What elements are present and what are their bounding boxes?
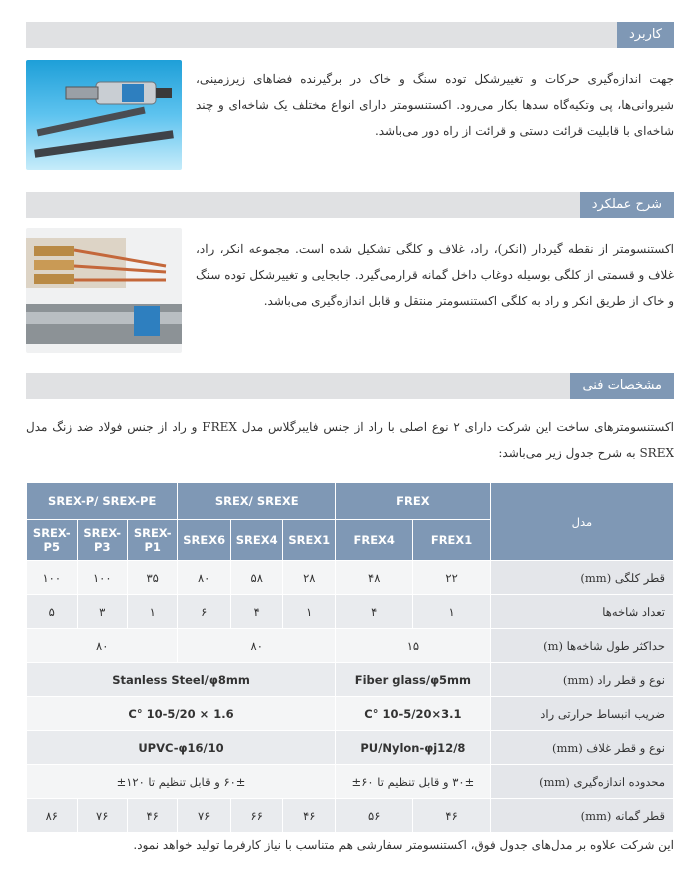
table-row — [27, 595, 674, 629]
table-cell: ۵۸ — [230, 561, 283, 595]
group-header-srexp: SREX-P/ SREX-PE — [27, 483, 178, 520]
table-cell: UPVC-φ16/10 — [27, 731, 336, 765]
model-srex1: SREX1 — [283, 520, 336, 561]
group-header-srex: SREX/ SREXE — [178, 483, 336, 520]
table-cell: ۵۶ — [336, 799, 413, 833]
model-srex6: SREX6 — [178, 520, 231, 561]
table-cell: ۲۲ — [413, 561, 490, 595]
table-cell: 1.6 × 10-5/20 °C — [27, 697, 336, 731]
model-frex4: FREX4 — [336, 520, 413, 561]
model-srexp1: SREX-P1 — [127, 520, 177, 561]
table-cell: ۱۰۰ — [27, 561, 78, 595]
table-cell: ۸۰ — [178, 629, 336, 663]
group-header-frex: FREX — [336, 483, 491, 520]
row-label: نوع و قطر راد (mm) — [490, 663, 673, 697]
extensometer-product-image — [26, 60, 182, 170]
model-srexp3: SREX-P3 — [77, 520, 127, 561]
model-header: مدل — [490, 483, 673, 561]
extensometer-anchor-image — [26, 228, 182, 353]
table-row — [27, 561, 674, 595]
section-title-usage: کاربرد — [617, 22, 674, 48]
row-label: قطر گمانه (mm) — [490, 799, 673, 833]
row-label: حداکثر طول شاخه‌ها (m) — [490, 629, 673, 663]
row-label: قطر کلگی (mm) — [490, 561, 673, 595]
section-title-specs: مشخصات فنی — [570, 373, 674, 399]
table-cell: ۱ — [413, 595, 490, 629]
row-label: محدوده اندازه‌گیری (mm) — [490, 765, 673, 799]
table-cell: Fiber glass/φ5mm — [336, 663, 491, 697]
usage-paragraph: جهت اندازه‌گیری حرکات و تغییرشکل توده سنگ و خاک در برگیرنده فضاهای زیرزمینی، شیروانی‌ها، پی وتکیه‌گاه سدها بکار می‌رود. اکستنسومتر دارای انواع مختلف یک شاخه‌ای و چند شاخه‌ای با قابلیت قرائت دستی و قرائت از راه دور می‌باشد. — [196, 72, 674, 138]
table-cell: ۴ — [230, 595, 283, 629]
table-cell: ۴ — [336, 595, 413, 629]
table-row — [27, 663, 674, 697]
section-header-specs — [26, 373, 674, 399]
model-frex1: FREX1 — [413, 520, 490, 561]
operation-paragraph: اکستنسومتر از نقطه گیردار (انکر)، راد، غلاف و کلگی تشکیل شده است. مجموعه انکر، راد، غلاف و قسمتی از کلگی بوسیله دوغاب داخل گمانه قرارمی‌گیرد. جابجایی و تغییرشکل توده سنگ و خاک از طریق انکر و راد به کلگی اکستنسومتر منتقل و قابل اندازه‌گیری می‌باشد. — [196, 242, 674, 308]
table-cell: ۶۰± و قابل تنظیم تا ۱۲۰± — [27, 765, 336, 799]
table-cell: ۲۸ — [283, 561, 336, 595]
table-row — [27, 697, 674, 731]
table-row — [27, 799, 674, 833]
section-header-operation — [26, 192, 674, 218]
table-cell: ۸۶ — [27, 799, 78, 833]
table-cell: ۸۰ — [178, 561, 231, 595]
table-cell: ۴۸ — [336, 561, 413, 595]
table-cell: ۳۵ — [127, 561, 177, 595]
table-cell: ۶۶ — [230, 799, 283, 833]
table-cell: PU/Nylon-φj12/8 — [336, 731, 491, 765]
table-cell: ۳۰± و قابل تنظیم تا ۶۰± — [336, 765, 491, 799]
model-srexp5: SREX-P5 — [27, 520, 78, 561]
table-cell: ۷۶ — [178, 799, 231, 833]
row-label: ضریب انبساط حرارتی راد — [490, 697, 673, 731]
table-cell: ۱ — [283, 595, 336, 629]
specs-table — [26, 482, 674, 833]
table-cell: ۸۰ — [27, 629, 178, 663]
table-cell: ۶ — [178, 595, 231, 629]
table-cell: ۴۶ — [283, 799, 336, 833]
table-cell: ۳ — [77, 595, 127, 629]
row-label: تعداد شاخه‌ها — [490, 595, 673, 629]
specs-intro-paragraph: اکستنسومترهای ساخت این شرکت دارای ۲ نوع اصلی با راد از جنس فایبرگلاس مدل FREX و راد از جنس فولاد ضد زنگ مدل SREX به شرح جدول زیر می‌باشد: — [26, 420, 675, 460]
table-row — [27, 629, 674, 663]
table-cell: 3.1×10-5/20 °C — [336, 697, 491, 731]
table-cell: Stanless Steel/φ8mm — [27, 663, 336, 697]
table-cell: ۴۶ — [413, 799, 490, 833]
row-label: نوع و قطر غلاف (mm) — [490, 731, 673, 765]
section-title-operation: شرح عملکرد — [580, 192, 674, 218]
table-cell: ۱۵ — [336, 629, 491, 663]
table-cell: ۱ — [127, 595, 177, 629]
table-row — [27, 765, 674, 799]
table-row — [27, 731, 674, 765]
model-srex4: SREX4 — [230, 520, 283, 561]
table-cell: ۷۶ — [77, 799, 127, 833]
section-header-usage — [26, 22, 674, 48]
footer-note: این شرکت علاوه بر مدل‌های جدول فوق، اکستنسومتر سفارشی هم متناسب با نیاز کارفرما تولید خواهد نمود. — [133, 838, 674, 852]
table-cell: ۵ — [27, 595, 78, 629]
table-cell: ۱۰۰ — [77, 561, 127, 595]
table-cell: ۴۶ — [127, 799, 177, 833]
